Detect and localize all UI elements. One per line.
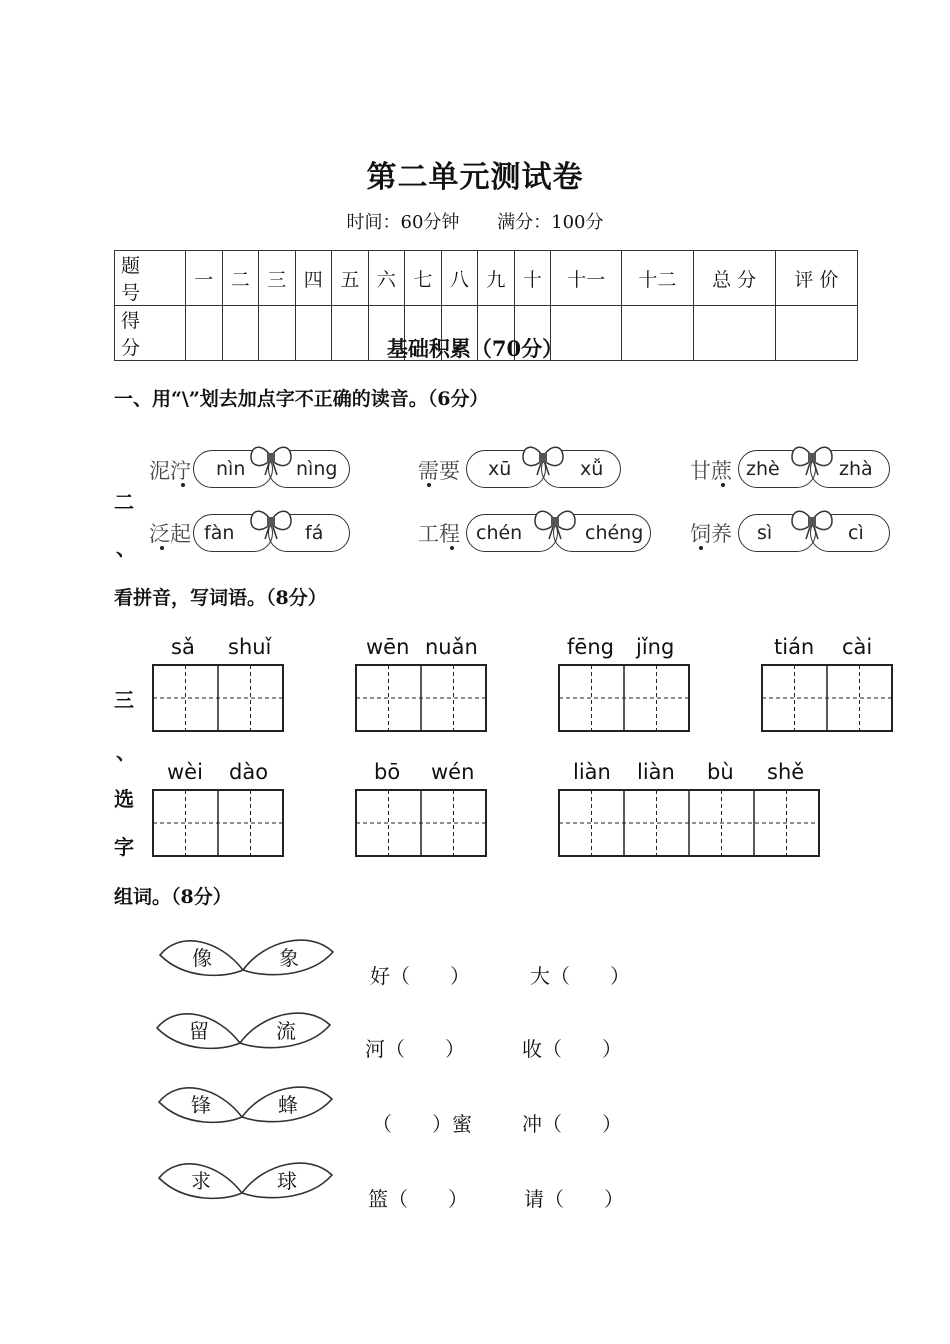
col-3: 三 [259, 251, 296, 306]
q2-pinyin: shě [767, 760, 805, 784]
word-blank[interactable]: 收（ ） [522, 1037, 622, 1061]
word-blank[interactable]: 冲（ ） [522, 1112, 622, 1136]
col-total: 总 分 [693, 251, 775, 306]
col-6: 六 [368, 251, 405, 306]
leaf-char-right: 象 [279, 946, 299, 970]
q2-pinyin: wēn [366, 635, 410, 659]
q1-word-5: 工程 [418, 522, 460, 546]
q1-word-6: 饲养 [690, 522, 732, 546]
q1-pinyin-a: chén [476, 522, 523, 544]
q2-pinyin: liàn [573, 760, 611, 784]
q1-word-4: 泛起 [149, 522, 191, 546]
word-blank[interactable]: 请（ ） [524, 1187, 624, 1211]
q1-word-1: 泥泞 [149, 459, 191, 483]
full-score: 满分：100分 [497, 212, 604, 233]
header-label: 题 号 [115, 251, 186, 306]
q3-side-number: 三 [114, 688, 134, 712]
section-title: 基础积累（70分） [386, 336, 564, 361]
q2-pinyin: wèi [167, 760, 203, 784]
q2-pinyin: wén [431, 760, 475, 784]
q1-pinyin-a: nìn [216, 458, 246, 480]
leaf-char-right: 蜂 [278, 1093, 298, 1117]
col-4: 四 [295, 251, 332, 306]
col-7: 七 [405, 251, 442, 306]
q2-pinyin: nuǎn [425, 635, 478, 659]
leaf-char-left: 求 [191, 1169, 211, 1193]
q2-pinyin: sǎ [171, 635, 195, 659]
col-eval: 评 价 [775, 251, 857, 306]
q1-pinyin-b: zhà [839, 458, 873, 480]
leaf-char-left: 留 [189, 1019, 209, 1043]
col-10: 十 [514, 251, 551, 306]
q1-pinyin-b: cì [848, 522, 864, 544]
q1-pinyin-b: fá [305, 522, 324, 544]
col-5: 五 [332, 251, 369, 306]
q2-pinyin: shuǐ [228, 635, 272, 659]
col-2: 二 [222, 251, 259, 306]
q2-side-number: 二 [114, 490, 134, 514]
q2-pinyin: cài [842, 635, 873, 659]
word-blank[interactable]: 好（ ） [370, 964, 470, 988]
word-blank[interactable]: 篮（ ） [368, 1187, 468, 1211]
q2-heading: 看拼音，写词语。（8分） [114, 587, 327, 609]
word-blank[interactable]: 河（ ） [365, 1037, 465, 1061]
q2-pinyin: bù [707, 760, 734, 784]
q2-pinyin: fēng [567, 635, 614, 659]
q1-heading: 一、用“\”划去加点字不正确的读音。（6分） [114, 388, 489, 410]
q1-pinyin-b: chéng [585, 522, 644, 544]
q1-pinyin-a: fàn [204, 522, 235, 544]
q2-side-mark: 、 [116, 536, 136, 560]
q3-side-text: 选 [114, 787, 134, 811]
row-label: 得 分 [115, 306, 186, 361]
q1-pinyin-a: xū [488, 458, 512, 480]
leaf-char-right: 球 [277, 1169, 297, 1193]
q1-pinyin-a: sì [757, 522, 773, 544]
leaf-char-left: 锋 [191, 1093, 211, 1117]
col-9: 九 [478, 251, 515, 306]
q1-pinyin-a: zhè [746, 458, 780, 480]
q2-pinyin: tián [774, 635, 815, 659]
word-blank[interactable]: 大（ ） [530, 964, 630, 988]
col-1: 一 [186, 251, 223, 306]
q2-pinyin: dào [229, 760, 269, 784]
q1-pinyin-b: xǚ [580, 458, 604, 480]
q2-pinyin: bō [374, 760, 401, 784]
q2-pinyin: jǐng [636, 635, 675, 659]
col-11: 十一 [551, 251, 622, 306]
q1-pinyin-b: nìng [296, 458, 338, 480]
leaf-char-right: 流 [276, 1019, 296, 1043]
q3-side-text: 字 [114, 835, 134, 859]
col-8: 八 [441, 251, 478, 306]
q1-word-2: 需要 [418, 459, 460, 483]
q1-word-3: 甘蔗 [690, 459, 732, 483]
q2-pinyin: liàn [637, 760, 675, 784]
q3-side-mark: 、 [116, 740, 136, 764]
time-limit: 时间：60分钟 [346, 212, 460, 233]
col-12: 十二 [622, 251, 693, 306]
leaf-char-left: 像 [192, 946, 212, 970]
word-blank[interactable]: （ ）蜜 [372, 1112, 472, 1136]
page-title: 第二单元测试卷 [366, 160, 584, 195]
q3-heading: 组词。（8分） [114, 886, 232, 908]
